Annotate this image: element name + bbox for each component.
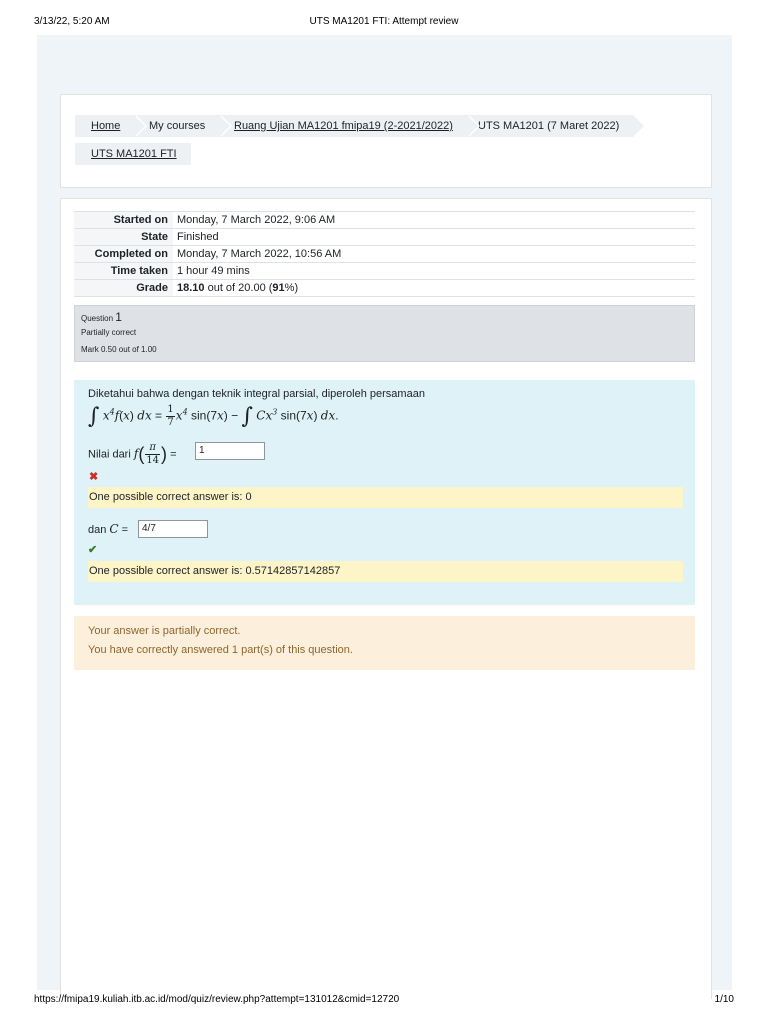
started-value: Monday, 7 March 2022, 9:06 AM [173,212,695,229]
started-label: Started on [74,212,173,229]
grade-label: Grade [74,280,173,297]
state-value: Finished [173,229,695,246]
print-title: UTS MA1201 FTI: Attempt review [309,16,459,27]
grade-close: %) [284,282,299,294]
summary-row-completed [74,246,695,263]
grade-value [173,280,695,297]
answer-input-c[interactable]: 4/7 [138,520,208,538]
attempt-summary-table [74,211,695,297]
answer-input-f[interactable]: 1 [195,442,265,460]
completed-value: Monday, 7 March 2022, 10:56 AM [173,246,695,263]
summary-row-time [74,263,695,280]
feedback-correct-answer-2 [88,561,683,582]
question-outcome [74,616,695,670]
question-mark: Mark 0.50 out of 1.00 [81,345,157,354]
time-taken-label: Time taken [74,263,173,280]
breadcrumb-course[interactable]: Ruang Ujian MA1201 fmipa19 (2-2021/2022) [218,115,467,137]
question-number [81,310,122,324]
question-info-box [74,305,695,362]
state-label: State [74,229,173,246]
correct-check-icon: ✔ [88,544,98,556]
summary-row-started [74,212,695,229]
question-prefix: Question [81,314,114,323]
grade-out-of: out of 20.00 ( [204,282,273,294]
grade-score: 18.10 [177,282,205,294]
summary-row-grade [74,280,695,297]
nilai-prompt: Nilai dari f( $\frac{\pi}{14}$ ) = [88,442,177,466]
feedback-text-2: One possible correct answer is: 0.57142857142857 [89,565,341,577]
print-header [34,16,734,30]
integral-equation: ∫ $x^4f(x)$ dx = $\frac{1}{7}$ $x^4$ sin(7x) − ∫ Cx$^3$ sin(7x) dx. [88,404,339,429]
breadcrumb-my-courses: My courses [133,115,219,137]
question-state: Partially correct [81,328,137,337]
completed-label: Completed on [74,246,173,263]
dan-label: dan [88,524,107,536]
print-date: 3/13/22, 5:20 AM [34,16,110,27]
question-formulation [74,380,695,605]
feedback-correct-answer-1 [88,487,683,508]
outcome-line-2: You have correctly answered 1 part(s) of this question. [88,644,353,656]
time-taken-value: 1 hour 49 mins [173,263,695,280]
breadcrumb-card [60,94,712,188]
question-intro: Diketahui bahwa dengan teknik integral parsial, diperoleh persamaan [88,388,425,400]
breadcrumb-exam: UTS MA1201 (7 Maret 2022) [462,115,633,137]
dan-prompt: dan C = [88,522,129,536]
feedback-text-1: One possible correct answer is: 0 [89,491,252,503]
print-url: https://fmipa19.kuliah.itb.ac.id/mod/quiz/review.php?attempt=131012&cmid=12720 [34,994,400,1005]
incorrect-icon: ✖ [89,471,99,483]
breadcrumb-home[interactable]: Home [75,115,134,137]
outcome-line-1: Your answer is partially correct. [88,625,241,637]
grade-percent: 91 [272,282,285,294]
print-footer [34,994,734,1008]
print-page-number: 1/10 [714,994,734,1005]
question-number-value: 1 [115,310,122,324]
nilai-label: Nilai dari [88,448,131,461]
summary-row-state [74,229,695,246]
breadcrumb-quiz[interactable]: UTS MA1201 FTI [75,143,191,165]
